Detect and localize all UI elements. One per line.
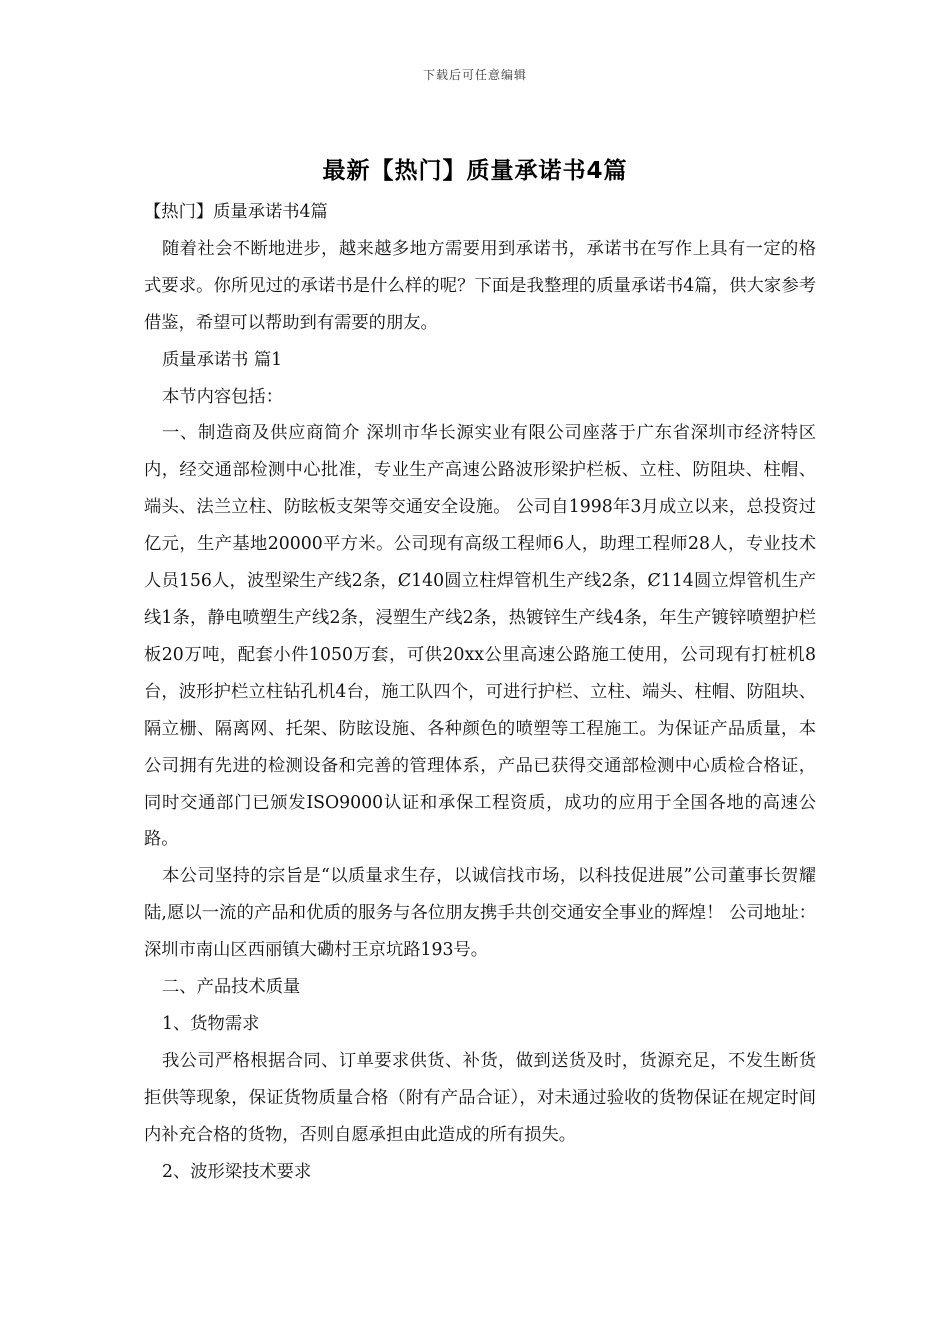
paragraph-demand-text: 我公司严格根据合同、订单要求供货、补货，做到送货及时，货源充足，不发生断货拒供等现象，保证货物质量合格（附有产品合证），对未通过验收的货物保证在规定时间内补充合格的货物，否则自愿承担由此造成的所有损失。 (144, 1050, 816, 1145)
paragraph-heading-demand: 1、货物需求 (162, 1013, 260, 1034)
paragraph-subtitle: 【热门】质量承诺书4篇 (144, 202, 328, 222)
paragraph-heading-quality: 二、产品技术质量 (162, 977, 301, 998)
paragraph-section-heading: 质量承诺书 篇1 (162, 349, 283, 370)
document-title: 最新【热门】质量承诺书4篇 (322, 158, 628, 184)
paragraph-contents-label: 本节内容包括： (162, 386, 283, 407)
paragraph-company-profile: 一、制造商及供应商简介 深圳市华长源实业有限公司座落于广东省深圳市经济特区内，经交通部检测中心批准，专业生产高速公路波形梁护栏板、立柱、防阻块、柱帽、端头、法兰立柱、防眩板支架等交通安全设施。 公司自1998年3月成立以来，总投资过亿元，生产基地20000平方米。公司现有高级工程师6人，助理工程师28人，专业技术人员156人，波型梁生产线2条，Ȼ140圆立柱焊管机生产线2条，Ȼ114圆立焊管机生产线1条，静电喷塑生产线2条，浸塑生产线2条，热镀锌生产线4条，年生产镀锌喷塑护栏板20万吨，配套小件1050万套，可供20xx公里高速公路施工使用，公司现有打桩机8台，波形护栏立柱钻孔机4台，施工队四个，可进行护栏、立柱、端头、柱帽、防阻块、隔立栅、隔离网、托架、防眩设施、各种颜色的喷塑等工程施工。为保证产品质量，本公司拥有先进的检测设备和完善的管理体系，产品已获得交通部检测中心质检合格证，同时交通部门已颁发ISO9000认证和承保工程资质，成功的应用于全国各地的高速公路。 (144, 423, 816, 850)
header-note: 下载后可任意编辑 (422, 68, 527, 82)
paragraph-company-purpose: 本公司坚持的宗旨是“以质量求生存，以诚信找市场，以科技促进展”公司董事长贺耀陆,愿以一流的产品和优质的服务与各位朋友携手共创交通安全事业的辉煌！ 公司地址：深圳市南山区西丽镇大磡村王京坑路193号。 (144, 866, 816, 961)
document-body (144, 194, 816, 1190)
paragraph-intro: 随着社会不断地进步，越来越多地方需要用到承诺书，承诺书在写作上具有一定的格式要求。你所见过的承诺书是什么样的呢？下面是我整理的质量承诺书4篇，供大家参考借鉴，希望可以帮助到有需要的朋友。 (144, 238, 816, 333)
paragraph-heading-beam: 2、波形梁技术要求 (162, 1161, 312, 1182)
